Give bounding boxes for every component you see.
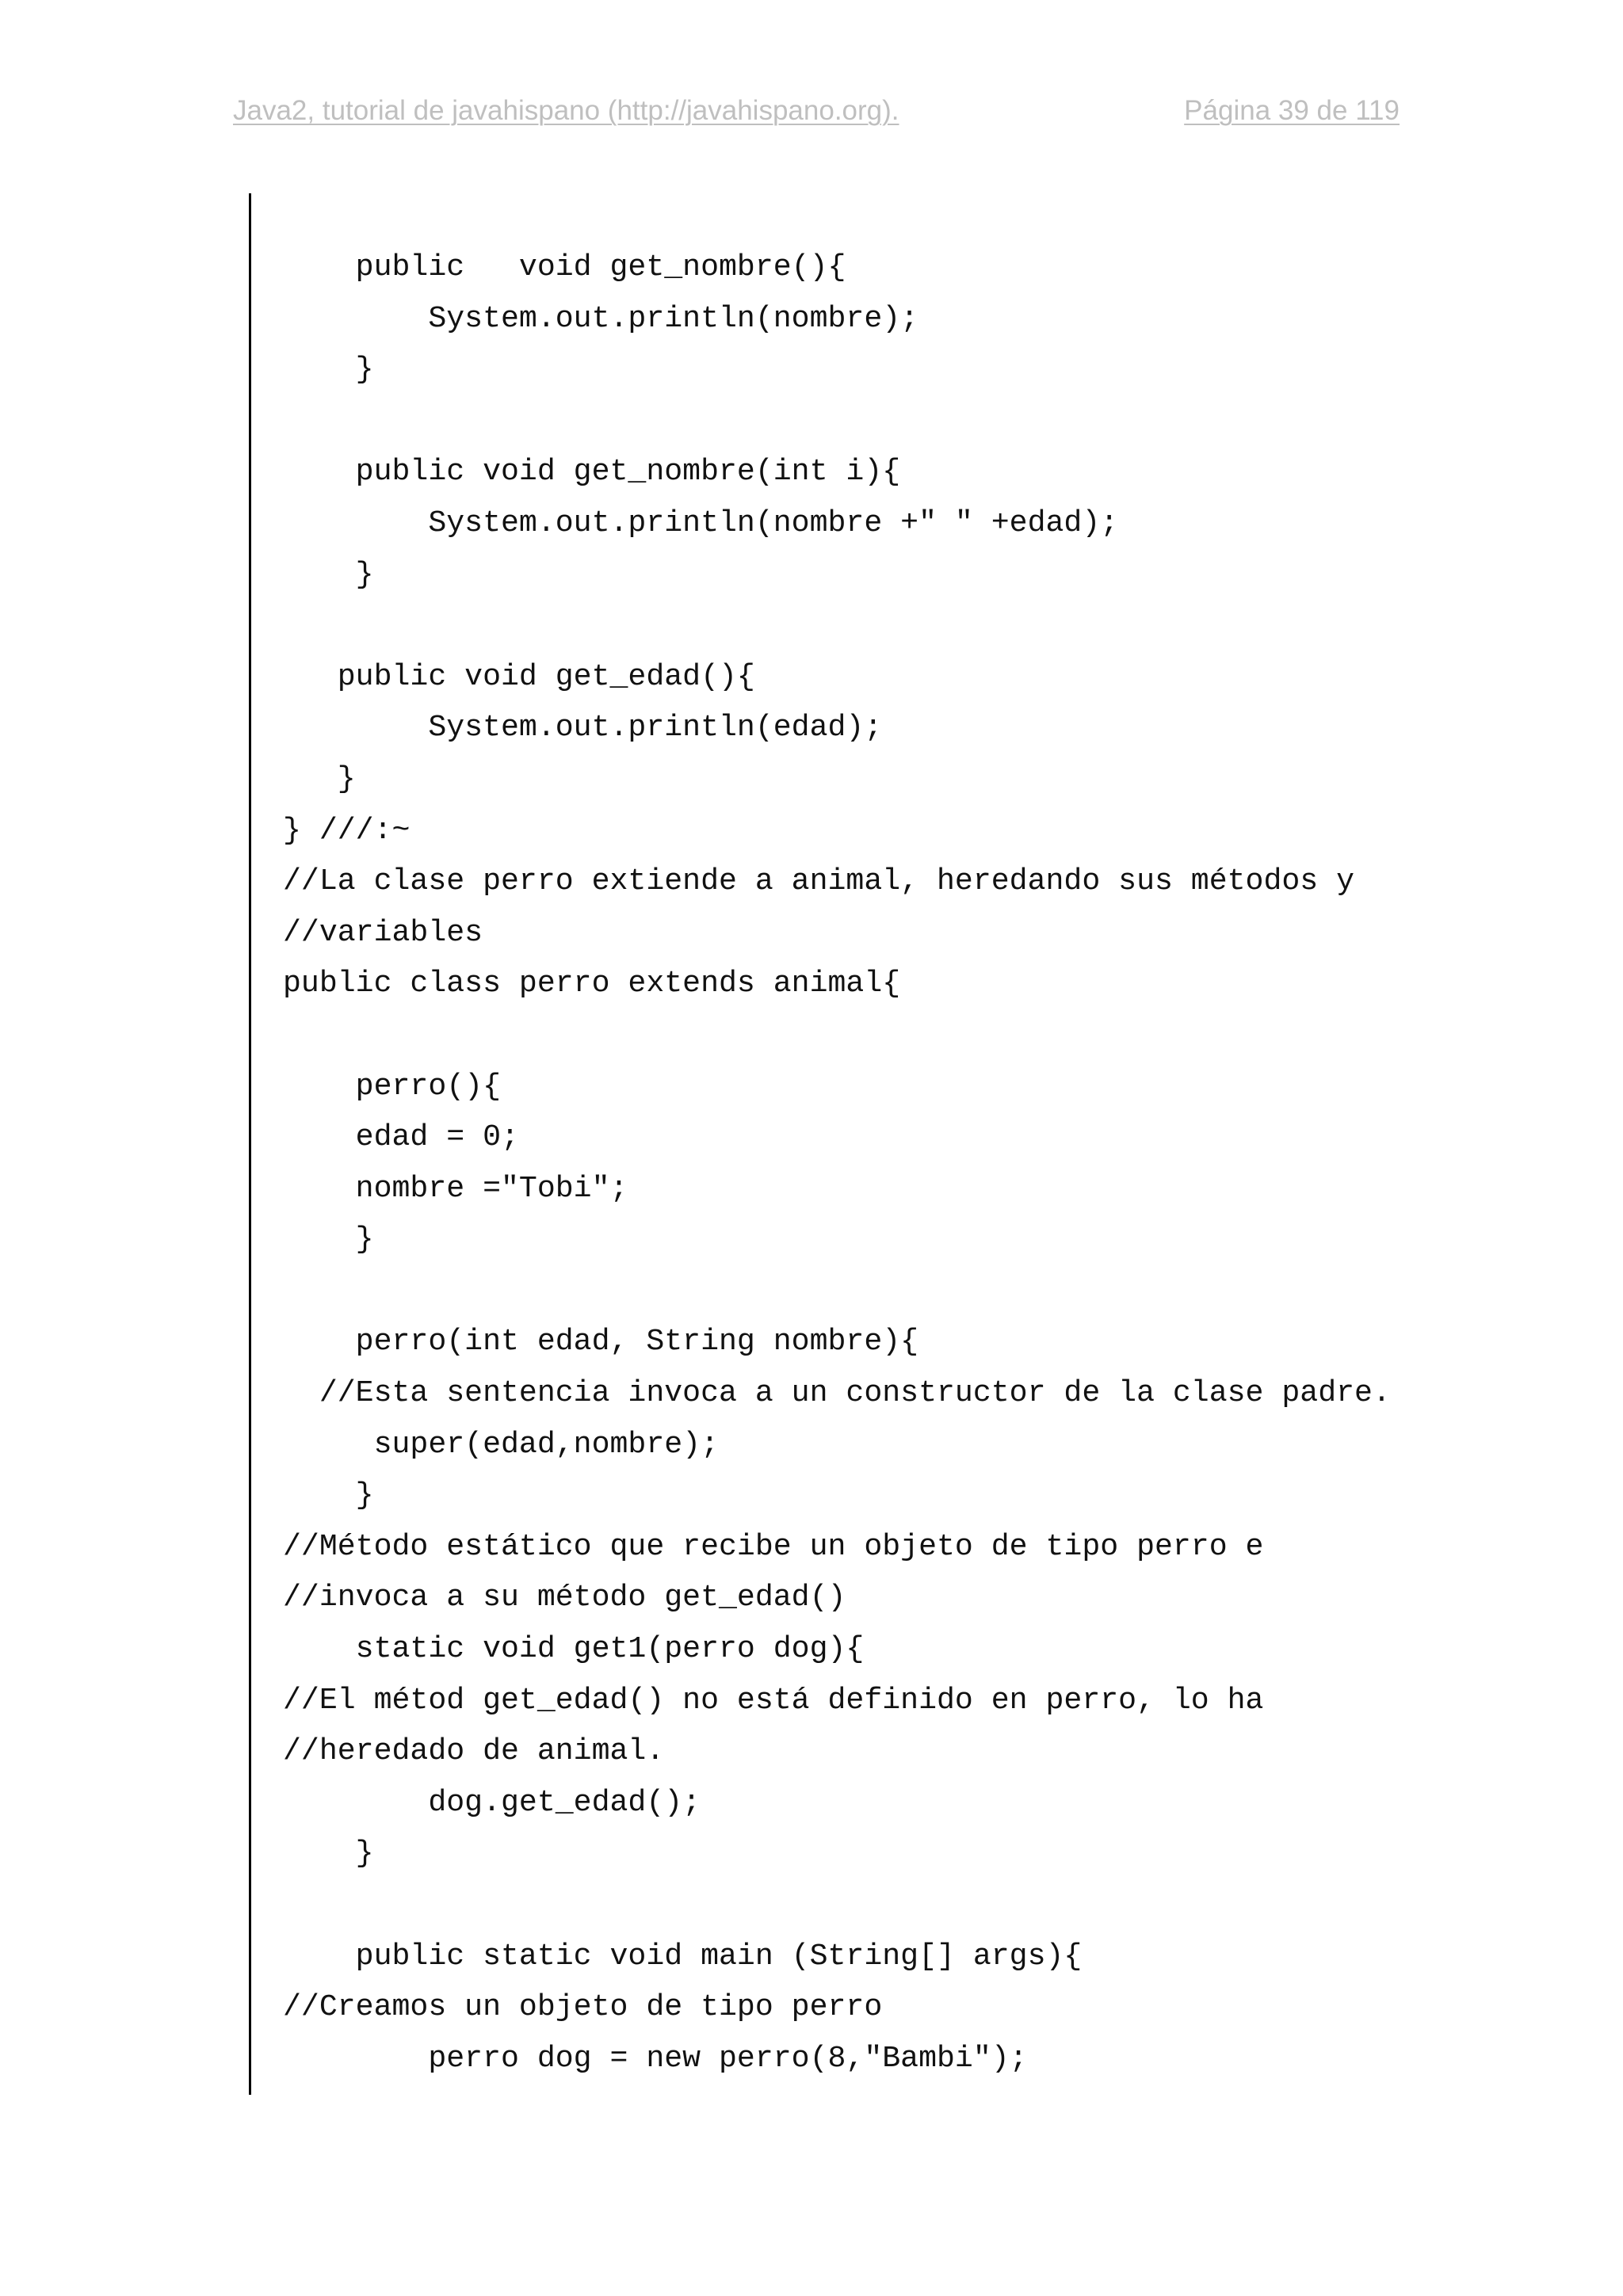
code-line: System.out.println(edad); [283,711,883,746]
code-line: perro(int edad, String nombre){ [283,1325,919,1360]
code-line: } [283,761,356,796]
code-line: System.out.println(nombre +" " +edad); [283,505,1119,540]
code-line: //El métod get_edad() no está definido en perro, lo ha [283,1683,1264,1718]
code-line: public static void main (String[] args){ [283,1939,1083,1974]
code-block [283,242,1408,2084]
code-block-rule [249,193,251,2095]
code-line: perro(){ [283,1069,501,1104]
code-line: } [283,557,374,592]
code-line: //La clase perro extiende a animal, heredando sus métodos y [283,864,1355,899]
code-line [283,601,1408,652]
code-line: //heredado de animal. [283,1734,665,1769]
header-title-link[interactable]: Java2, tutorial de javahispano (http://javahispano.org). [233,95,899,126]
code-line: public void get_nombre(){ [283,250,846,284]
code-line: public class perro extends animal{ [283,967,901,1001]
code-line: } ///:~ [283,813,411,848]
code-line: } [283,1836,374,1871]
code-line: } [283,353,374,387]
code-line: //invoca a su método get_edad() [283,1581,846,1615]
code-line: perro dog = new perro(8,"Bambi"); [283,2041,1028,2076]
code-line: //Creamos un objeto de tipo perro [283,1990,883,2025]
code-line: //variables [283,915,483,950]
code-line: System.out.println(nombre); [283,301,919,336]
code-line: public void get_edad(){ [283,659,755,694]
code-line: //Método estático que recibe un objeto de tipo perro e [283,1529,1264,1564]
code-line: static void get1(perro dog){ [283,1632,865,1667]
code-line: //Esta sentencia invoca a un constructor de la clase padre. [283,1376,1391,1411]
page-number-link[interactable]: Página 39 de 119 [1184,95,1400,126]
page-header [233,95,1400,135]
code-line [283,1010,1408,1062]
code-line: super(edad,nombre); [283,1427,719,1462]
code-line: nombre ="Tobi"; [283,1171,628,1206]
code-line: dog.get_edad(); [283,1785,701,1820]
code-line: } [283,1222,374,1257]
code-line: edad = 0; [283,1120,519,1155]
code-line: public void get_nombre(int i){ [283,455,901,490]
code-line: } [283,1478,374,1513]
code-line [283,1266,1408,1318]
code-line [283,396,1408,448]
code-line [283,1880,1408,1932]
